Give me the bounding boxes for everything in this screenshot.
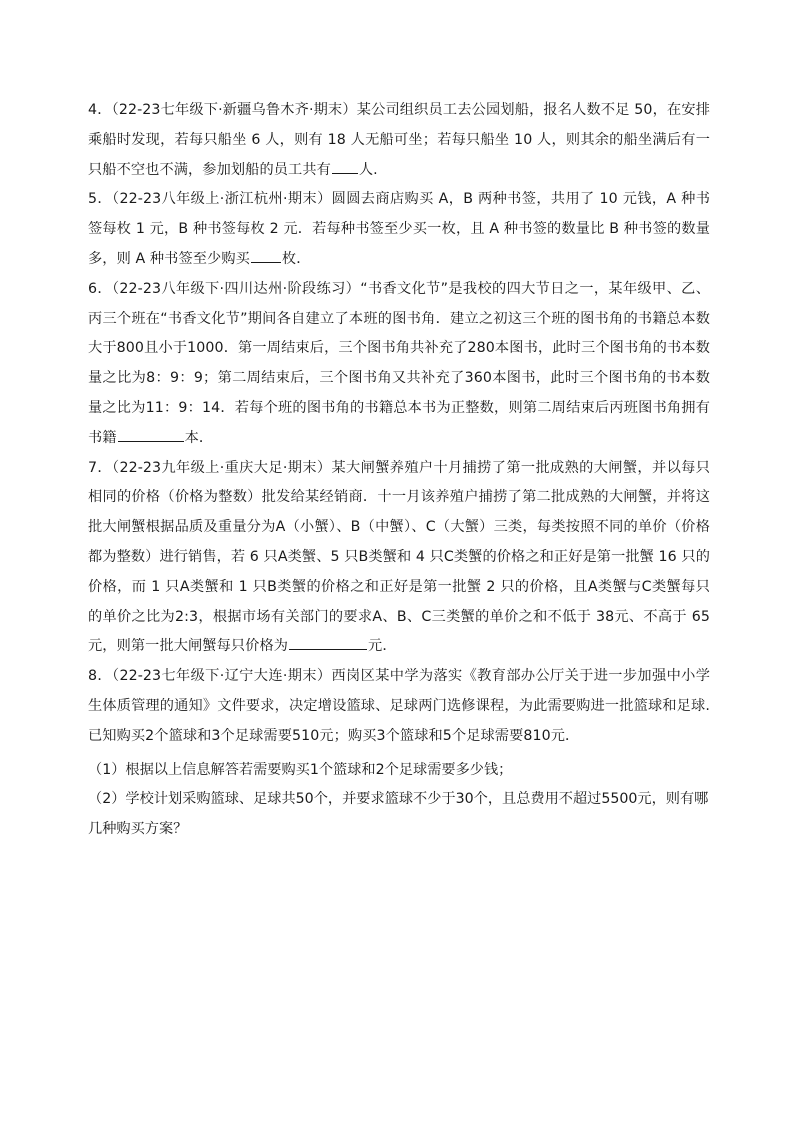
problem-4-text: 4．（22-23七年级下·新疆乌鲁木齐·期末）某公司组织员工去公园划船，报名人数不足 50，在安排乘船时发现，若每只船坐 6 人，则有 18 人无船可坐；若每只船坐 10 人，则其余的船坐满后有一只船不空也不满，参加划船的员工共有 xyxy=(88,102,710,178)
problem-8 xyxy=(88,662,710,751)
problem-6-text: 6．（22-23八年级下·四川达州·阶段练习）“书香文化节”是我校的四大节日之一，某年级甲、乙、丙三个班在“书香文化节”期间各自建立了本班的图书角．建立之初这三个班的图书角的书籍总本数大于800且小于1000．第一周结束后，三个图书角共补充了280本图书，此时三个图书角的书本数量之比为8：9：9；第二周结束后，三个图书角又共补充了360本图书，此时三个图书角的书本数量之比为11：9：14．若每个班的图书角的书籍总本书为正整数，则第二周结束后丙班图书角拥有书籍 xyxy=(88,280,710,446)
problem-5-text: 5．（22-23八年级上·浙江杭州·期末）圆圆去商店购买 A，B 两种书签，共用了 10 元钱，A 种书签每枚 1 元，B 种书签每枚 2 元．若每种书签至少买一枚，且 A 种书签的数量比 B 种书签的数量多，则 A 种书签至少购买 xyxy=(88,191,710,267)
problem-8-text: 8．（22-23七年级下·辽宁大连·期末）西岗区某中学为落实《教育部办公厅关于进一步加强中小学生体质管理的通知》文件要求，决定增设篮球、足球两门选修课程，为此需要购进一批篮球和足球.已知购买2个篮球和3个足球需要510元；购买3个篮球和5个足球需要810元． xyxy=(88,668,710,744)
problem-7-text: 7．（22-23九年级上·重庆大足·期末）某大闸蟹养殖户十月捕捞了第一批成熟的大闸蟹，并以每只相同的价格（价格为整数）批发给某经销商．十一月该养殖户捕捞了第二批成熟的大闸蟹，并将这批大闸蟹根据品质及重量分为A（小蟹）、B（中蟹）、C（大蟹）三类，每类按照不同的单价（价格都为整数）进行销售，若 6 只A类蟹、5 只B类蟹和 4 只C类蟹的价格之和正好是第一批蟹 16 只的价格，而 1 只A类蟹和 1 只B类蟹的价格之和正好是第一批蟹 2 只的价格，且A类蟹与C类蟹每只的单价之比为2:3，根据市场有关部门的要求A、B、C三类蟹的单价之和不低于 38元、不高于 65元，则第一批大闸蟹每只价格为 xyxy=(88,459,710,655)
problem-6-tail: 本． xyxy=(184,429,214,446)
answer-blank xyxy=(251,248,281,263)
answer-blank xyxy=(332,159,358,174)
problem-8-part-2: （2）学校计划采购篮球、足球共50个，并要求篮球不少于30个，且总费用不超过5500元，则有哪几种购买方案？ xyxy=(88,791,709,838)
answer-blank xyxy=(289,635,367,650)
document-page xyxy=(88,96,710,845)
answer-blank xyxy=(118,427,184,442)
problem-6 xyxy=(88,275,710,454)
problem-7 xyxy=(88,454,710,663)
problem-4-tail: 人. xyxy=(358,161,378,178)
problem-5-tail: 枚． xyxy=(281,250,311,267)
problem-8-part-1: （1）根据以上信息解答若需要购买1个篮球和2个足球需要多少钱； xyxy=(88,761,513,778)
problem-7-tail: 元． xyxy=(368,638,397,655)
problem-5 xyxy=(88,185,710,274)
problem-4 xyxy=(88,96,710,185)
